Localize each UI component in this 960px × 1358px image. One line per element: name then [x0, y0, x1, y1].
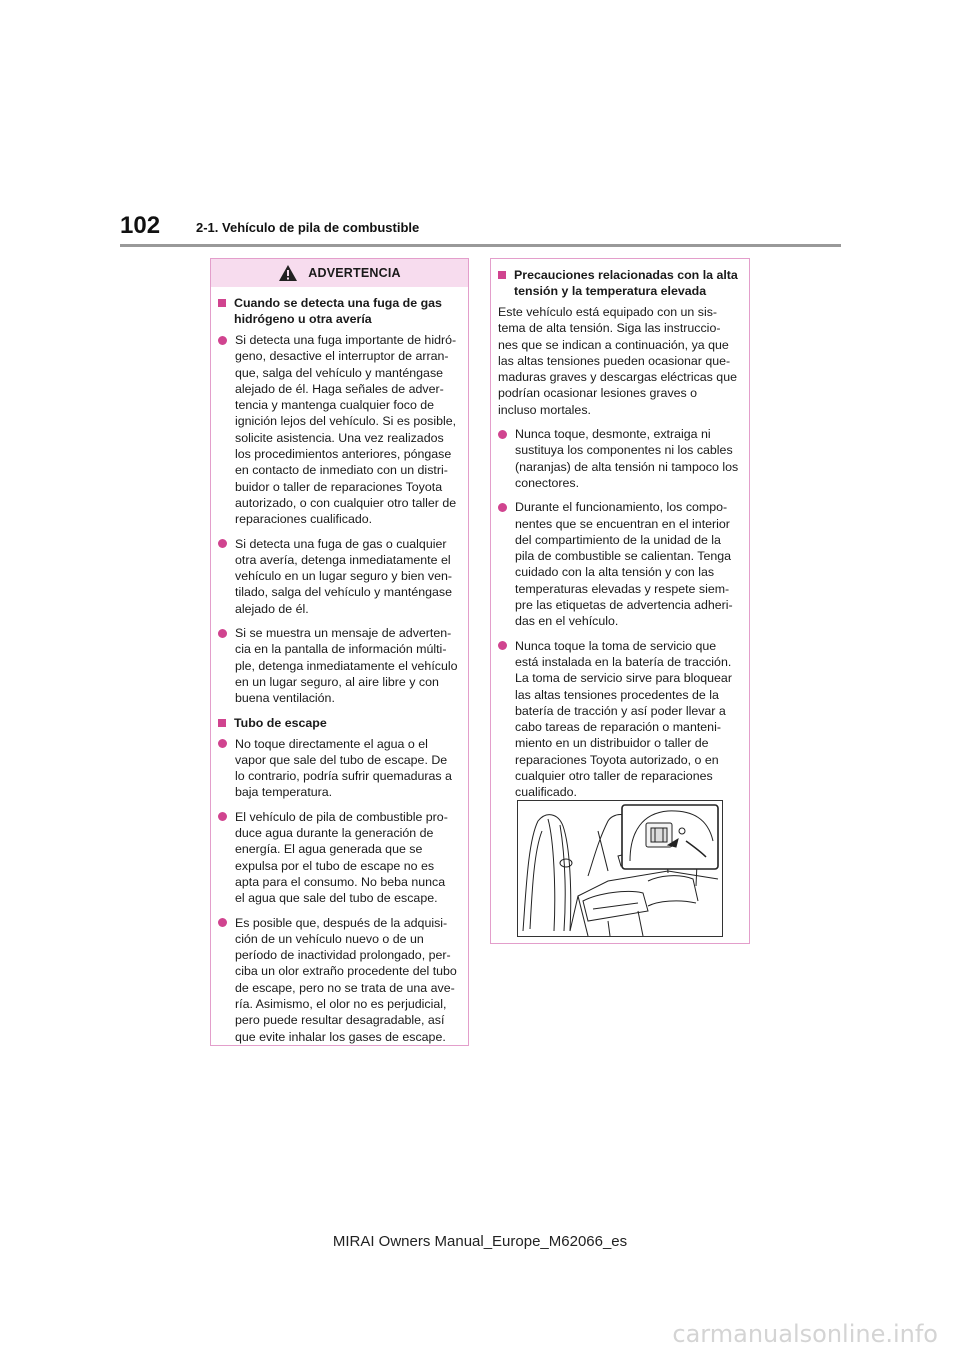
list-item-text: Si detecta una fuga importante de hidró-geno, desactive el interruptor de arran-que, salga del vehículo y manténgase alejado de él. Haga señales de adver-tencia y mantenga cualquier foco de ignición lejos del vehículo. Si es posible, solicite asistencia. Una vez realizados los procedimientos anteriores, póngase en contacto de inmediato con un distri-buidor o taller de reparaciones Toyota autorizado, o con cualquier otro taller de reparaciones cualificado. — [235, 333, 457, 527]
circle-bullet-icon — [218, 539, 227, 548]
list-item-text: No toque directamente el agua o el vapor que sale del tubo de escape. De lo contrario, podría sufrir quemaduras a baja temperatura. — [235, 736, 452, 800]
warning-triangle-icon — [278, 264, 298, 282]
list-item-text: Es posible que, después de la adquisi-ción de un vehículo nuevo o de un período de inactividad prolongado, per-ciba un olor extraño procedente del tubo de escape, pero no se trata de una ave-ría. Asimismo, el olor no es perjudicial, pero puede resultar desagradable, así que evite inhalar los gases de escape. — [235, 915, 457, 1044]
list-item — [218, 809, 458, 907]
list-item — [218, 915, 458, 1045]
circle-bullet-icon — [218, 629, 227, 638]
heading-text: Precauciones relacionadas con la alta tensión y la temperatura elevada — [514, 268, 738, 298]
section-heading-hydrogen-leak — [218, 295, 458, 327]
circle-bullet-icon — [218, 336, 227, 345]
circle-bullet-icon — [498, 641, 507, 650]
list-item-text: Nunca toque, desmonte, extraiga ni sustituya los componentes ni los cables (naranjas) de alta tensión ni tampoco los conectores. — [515, 427, 739, 490]
list-item — [498, 426, 739, 491]
warning-title: ADVERTENCIA — [308, 266, 401, 280]
circle-bullet-icon — [218, 918, 227, 927]
square-bullet-icon — [218, 719, 226, 727]
footer-manual-id: MIRAI Owners Manual_Europe_M62066_es — [332, 1233, 628, 1250]
page-number: 102 — [120, 212, 161, 239]
list-item — [218, 736, 458, 801]
heading-text: Cuando se detecta una fuga de gas hidrógeno u otra avería — [234, 296, 442, 326]
list-item — [498, 638, 739, 801]
circle-bullet-icon — [218, 739, 227, 748]
section-heading-exhaust — [218, 715, 458, 731]
heading-text: Tubo de escape — [234, 715, 327, 730]
list-item-text: Nunca toque la toma de servicio que está instalada en la batería de tracción. La toma de servicio sirve para bloquear las altas tensiones procedentes de la batería de tracción y así poder llevar a cabo tareas de reparación o manteni-miento en un distribuidor o taller de reparaciones Toyota autorizado, o en cualquier otro taller de reparaciones cualificado. — [515, 638, 732, 800]
square-bullet-icon — [498, 271, 506, 279]
square-bullet-icon — [218, 299, 226, 307]
circle-bullet-icon — [498, 503, 507, 512]
list-item-text: Si se muestra un mensaje de adverten-cia en la pantalla de información múlti-ple, detenga inmediatamente el vehículo en un lugar seguro, al aire libre y con buena ventilación. — [235, 626, 458, 706]
header-rule — [120, 244, 841, 247]
list-item-text: El vehículo de pila de combustible pro-duce agua durante la generación de energía. El agua generada que se expulsa por el tubo de escape no es apta para el consumo. No beba nunca el agua que sale del tubo de escape. — [235, 809, 448, 906]
list-item-text: Durante el funcionamiento, los compo-nentes que se encuentran en el interior del compartimiento de la unidad de la pila de combustible se calientan. Tenga cuidado con la alta tensión y con las temperaturas elevadas y respete siem-pre las etiquetas de advertencia adheri-das en el vehículo. — [515, 500, 733, 629]
car-interior-drawing — [518, 801, 722, 936]
circle-bullet-icon — [218, 812, 227, 821]
section-title: 2-1. Vehículo de pila de combustible — [196, 220, 420, 235]
list-item — [498, 499, 739, 629]
list-item — [218, 536, 458, 617]
rear-seat-service-plug-illustration — [517, 800, 723, 937]
list-item — [218, 625, 458, 706]
warning-header — [211, 259, 468, 287]
list-item — [218, 332, 458, 528]
section-heading-high-voltage — [498, 267, 739, 299]
intro-paragraph: Este vehículo está equipado con un sis-tema de alta tensión. Siga las instruccio-nes que se indican a continuación, ya que las altas tensiones pueden ocasionar que-maduras graves y descargas eléctricas que podrían ocasionar lesiones graves o incluso mortales. — [498, 305, 737, 417]
circle-bullet-icon — [498, 430, 507, 439]
warning-box — [210, 258, 469, 1046]
watermark: carmanualsonline.info — [672, 1320, 938, 1348]
list-item-text: Si detecta una fuga de gas o cualquier otra avería, detenga inmediatamente el vehículo en un lugar seguro y bien ven-tilado, salga del vehículo y manténgase alejado de él. — [235, 536, 452, 616]
